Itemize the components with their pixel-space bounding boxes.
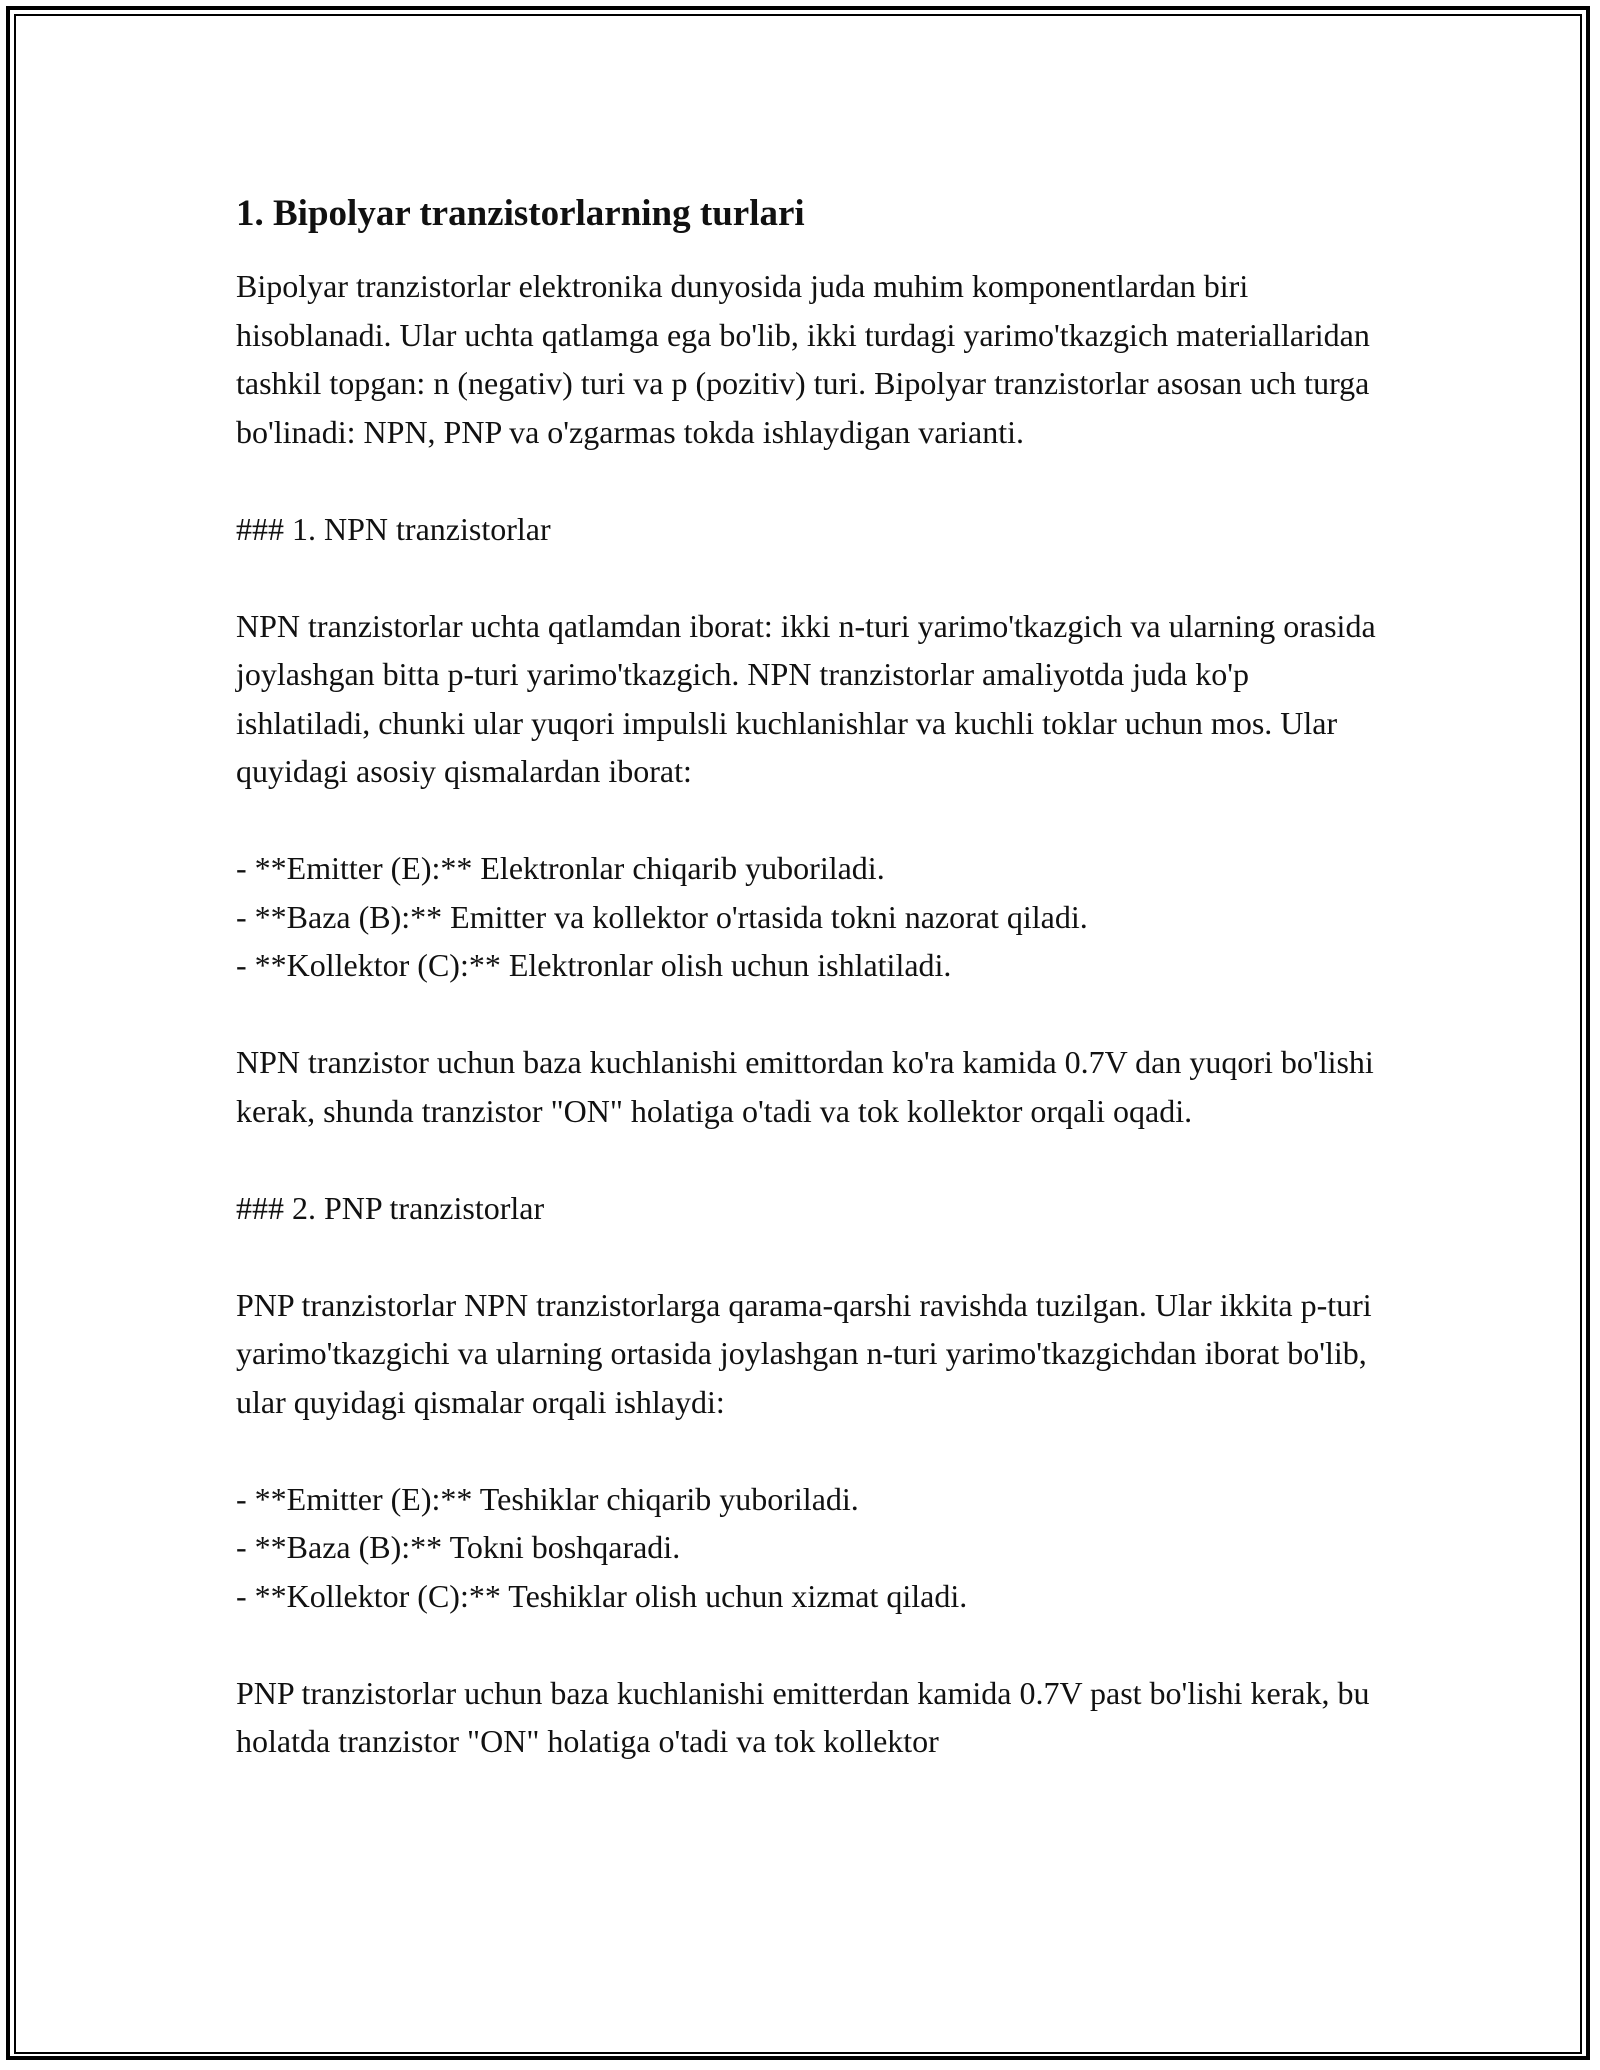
list-item: - **Emitter (E):** Elektronlar chiqarib yuboriladi. [236, 850, 885, 886]
pnp-condition: PNP tranzistorlar uchun baza kuchlanishi emitterdan kamida 0.7V past bo'lishi kerak, bu holatda tranzistor "ON" holatiga o'tadi va tok kollektor [236, 1674, 1370, 1759]
document-body [236, 186, 1376, 1766]
intro-paragraph: Bipolyar tranzistorlar elektronika dunyosida juda muhim komponentlardan biri hisoblanadi. Ular uchta qatlamga ega bo'lib, ikki turdagi yarimo'tkazgich materiallaridan tashkil topgan: n (negativ) turi va p (pozitiv) turi. Bipolyar tranzistorlar asosan uch turga bo'linadi: NPN, PNP va o'zgarmas tokda ishlaydigan varianti. [236, 268, 1370, 450]
list-item: - **Baza (B):** Tokni boshqaradi. [236, 1529, 681, 1565]
npn-description: NPN tranzistorlar uchta qatlamdan iborat: ikki n-turi yarimo'tkazgich va ularning orasida joylashgan bitta p-turi yarimo'tkazgich. NPN tranzistorlar amaliyotda juda ko'p ishlatiladi, chunki ular yuqori impulsli kuchlanishlar va kuchli toklar uchun mos. Ular quyidagi asosiy qismalardan iborat: [236, 607, 1376, 789]
list-item: - **Baza (B):** Emitter va kollektor o'rtasida tokni nazorat qiladi. [236, 898, 1088, 935]
pnp-heading: ### 2. PNP tranzistorlar [236, 1189, 545, 1226]
npn-heading: ### 1. NPN tranzistorlar [236, 510, 551, 547]
pnp-parts-list [236, 1475, 1376, 1621]
pnp-description: PNP tranzistorlar NPN tranzistorlarga qarama-qarshi ravishda tuzilgan. Ular ikkita p-turi yarimo'tkazgichi va ularning ortasida joylashgan n-turi yarimo'tkazgichdan iborat bo'lib, ular quyidagi qismalar orqali ishlaydi: [236, 1286, 1372, 1420]
list-item: - **Kollektor (C):** Elektronlar olish uchun ishlatiladi. [236, 947, 952, 983]
npn-parts-list [236, 844, 1376, 990]
list-item: - **Kollektor (C):** Teshiklar olish uchun xizmat qiladi. [236, 1577, 968, 1614]
list-item: - **Emitter (E):** Teshiklar chiqarib yuboriladi. [236, 1480, 859, 1517]
section-heading: 1. Bipolyar tranzistorlarning turlari [236, 193, 805, 234]
npn-condition: NPN tranzistor uchun baza kuchlanishi emittordan ko'ra kamida 0.7V dan yuqori bo'lishi kerak, shunda tranzistor "ON" holatiga o'tadi va tok kollektor orqali oqadi. [236, 1044, 1374, 1129]
